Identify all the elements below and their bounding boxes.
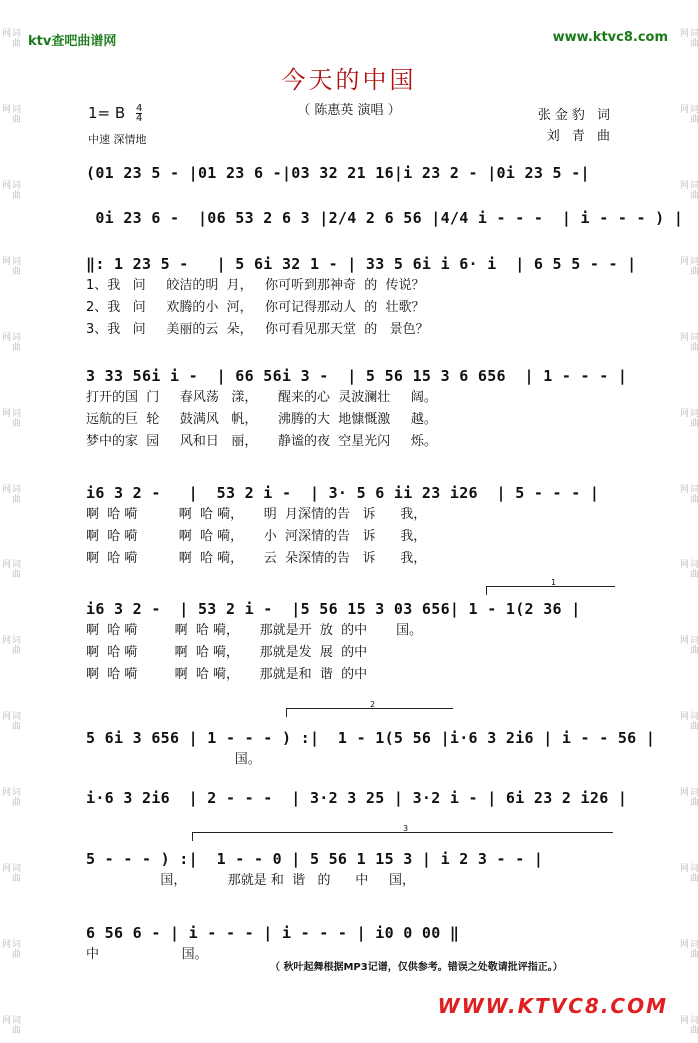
lyric-line: 2、我 问 欢腾的小 河， 你可记得那动人 的 壮歌？ [86, 300, 425, 315]
notation-line: 6 56 6 - | i - - - | i - - - | i0 0 00 ‖ [86, 924, 460, 942]
lyric-line: 梦中的家 园 风和日 丽， 静谧的夜 空星光闪 烁。 [86, 434, 437, 449]
score-system [86, 162, 616, 184]
notation-line: 0i 23 6 - |06 53 2 6 3 |2/4 2 6 56 |4/4 i - - - | i - - - ) | [86, 209, 684, 227]
composer-credit: 刘 青 曲 [546, 129, 614, 144]
lyric-line: 远航的巨 轮 鼓满风 帆， 沸腾的大 地慷慨激 越。 [86, 412, 437, 427]
site-url[interactable]: www.ktvc8.com [552, 30, 668, 45]
notation-line: 5 - - - ) :| 1 - - 0 | 5 56 1 15 3 | i 2 3 - - | [86, 850, 544, 868]
song-title: 今天的中国 [281, 66, 417, 94]
notation-line: 3 33 56i i - | 66 56i 3 - | 5 56 15 3 6 656 | 1 - - - | [86, 367, 628, 385]
lyric-line: 国， 那就是 和 谐 的 中 国， [86, 873, 415, 888]
volta-3: 3 [192, 832, 613, 841]
notation-line: ‖: 1 23 5 - | 5 6i 32 1 - | 33 5 6i i 6· i | 6 5 5 - - | [86, 255, 637, 273]
lyric-line: 中 国。 [86, 947, 208, 962]
notation-line: i·6 3 2i6 | 2 - - - | 3·2 3 25 | 3·2 i - | 6i 23 2 i26 | [86, 789, 628, 807]
lyric-line: 啊 哈 嗬 啊 哈 嗬， 小 河深情的告 诉 我， [86, 529, 427, 544]
score-system [86, 598, 616, 686]
lyric-line: 啊 哈 嗬 啊 哈 嗬， 明 月深情的告 诉 我， [86, 507, 427, 522]
watermark-right: 词曲网 词曲网 词曲网 词曲网 词曲网 词曲网 词曲网 词曲网 词曲网 词曲网 词曲网 词曲网 词曲网 词曲网 [678, 28, 698, 1035]
site-logo[interactable]: WWW.KTVC8.COM [437, 994, 668, 1018]
score-system [86, 365, 628, 453]
singer-credit: （ 陈惠英 演唱 ） [297, 103, 401, 118]
volta-1: 1 [486, 586, 615, 595]
time-signature: $\frac{4}{4}$ [135, 103, 143, 124]
lyric-line: 国。 [86, 752, 261, 767]
lyric-line: 3、我 问 美丽的云 朵， 你可看见那天堂 的 景色？ [86, 322, 429, 337]
score-system [86, 207, 684, 229]
lyric-line: 打开的国 门 春风荡 漾， 醒来的心 灵波澜壮 阔。 [86, 390, 437, 405]
transcription-note: （ 秋叶起舞根据MP3记谱，仅供参考。错误之处敬请批评指正。） [270, 962, 563, 973]
score-system [86, 727, 656, 771]
lyric-line: 啊 哈 嗬 啊 哈 嗬， 那就是开 放 的中 国。 [86, 623, 423, 638]
lyric-line: 啊 哈 嗬 啊 哈 嗬， 那就是发 展 的中 [86, 645, 368, 660]
site-name[interactable]: ktv查吧曲谱网 [28, 34, 117, 49]
notation-line: (01 23 5 - |01 23 6 -|03 32 21 16|i 23 2 - |0i 23 5 -| [86, 164, 590, 182]
score-system [86, 848, 616, 892]
lyric-line: 1、我 问 皎洁的明 月， 你可听到那神奇 的 传说？ [86, 278, 425, 293]
key-signature: 1= B $\frac{4}{4}$ [88, 103, 143, 124]
notation-line: i6 3 2 - | 53 2 i - |5 56 15 3 03 656| 1 - 1(2 36 | [86, 600, 581, 618]
lyricist-credit: 张金豹 词 [537, 108, 614, 123]
notation-line: i6 3 2 - | 53 2 i - | 3· 5 6 ii 23 i26 | 5 - - - | [86, 484, 600, 502]
volta-2: 2 [286, 708, 453, 717]
lyric-line: 啊 哈 嗬 啊 哈 嗬， 那就是和 谐 的中 [86, 667, 368, 682]
score-system [86, 253, 637, 341]
watermark-left: 词曲网 词曲网 词曲网 词曲网 词曲网 词曲网 词曲网 词曲网 词曲网 词曲网 词曲网 词曲网 词曲网 词曲网 [0, 28, 20, 1035]
lyric-line: 啊 哈 嗬 啊 哈 嗬， 云 朵深情的告 诉 我， [86, 551, 427, 566]
tempo-marking: 中速 深情地 [88, 133, 147, 146]
score-system [86, 482, 616, 570]
notation-line: 5 6i 3 656 | 1 - - - ) :| 1 - 1(5 56 |i·6 3 2i6 | i - - 56 | [86, 729, 656, 747]
score-system [86, 787, 628, 809]
